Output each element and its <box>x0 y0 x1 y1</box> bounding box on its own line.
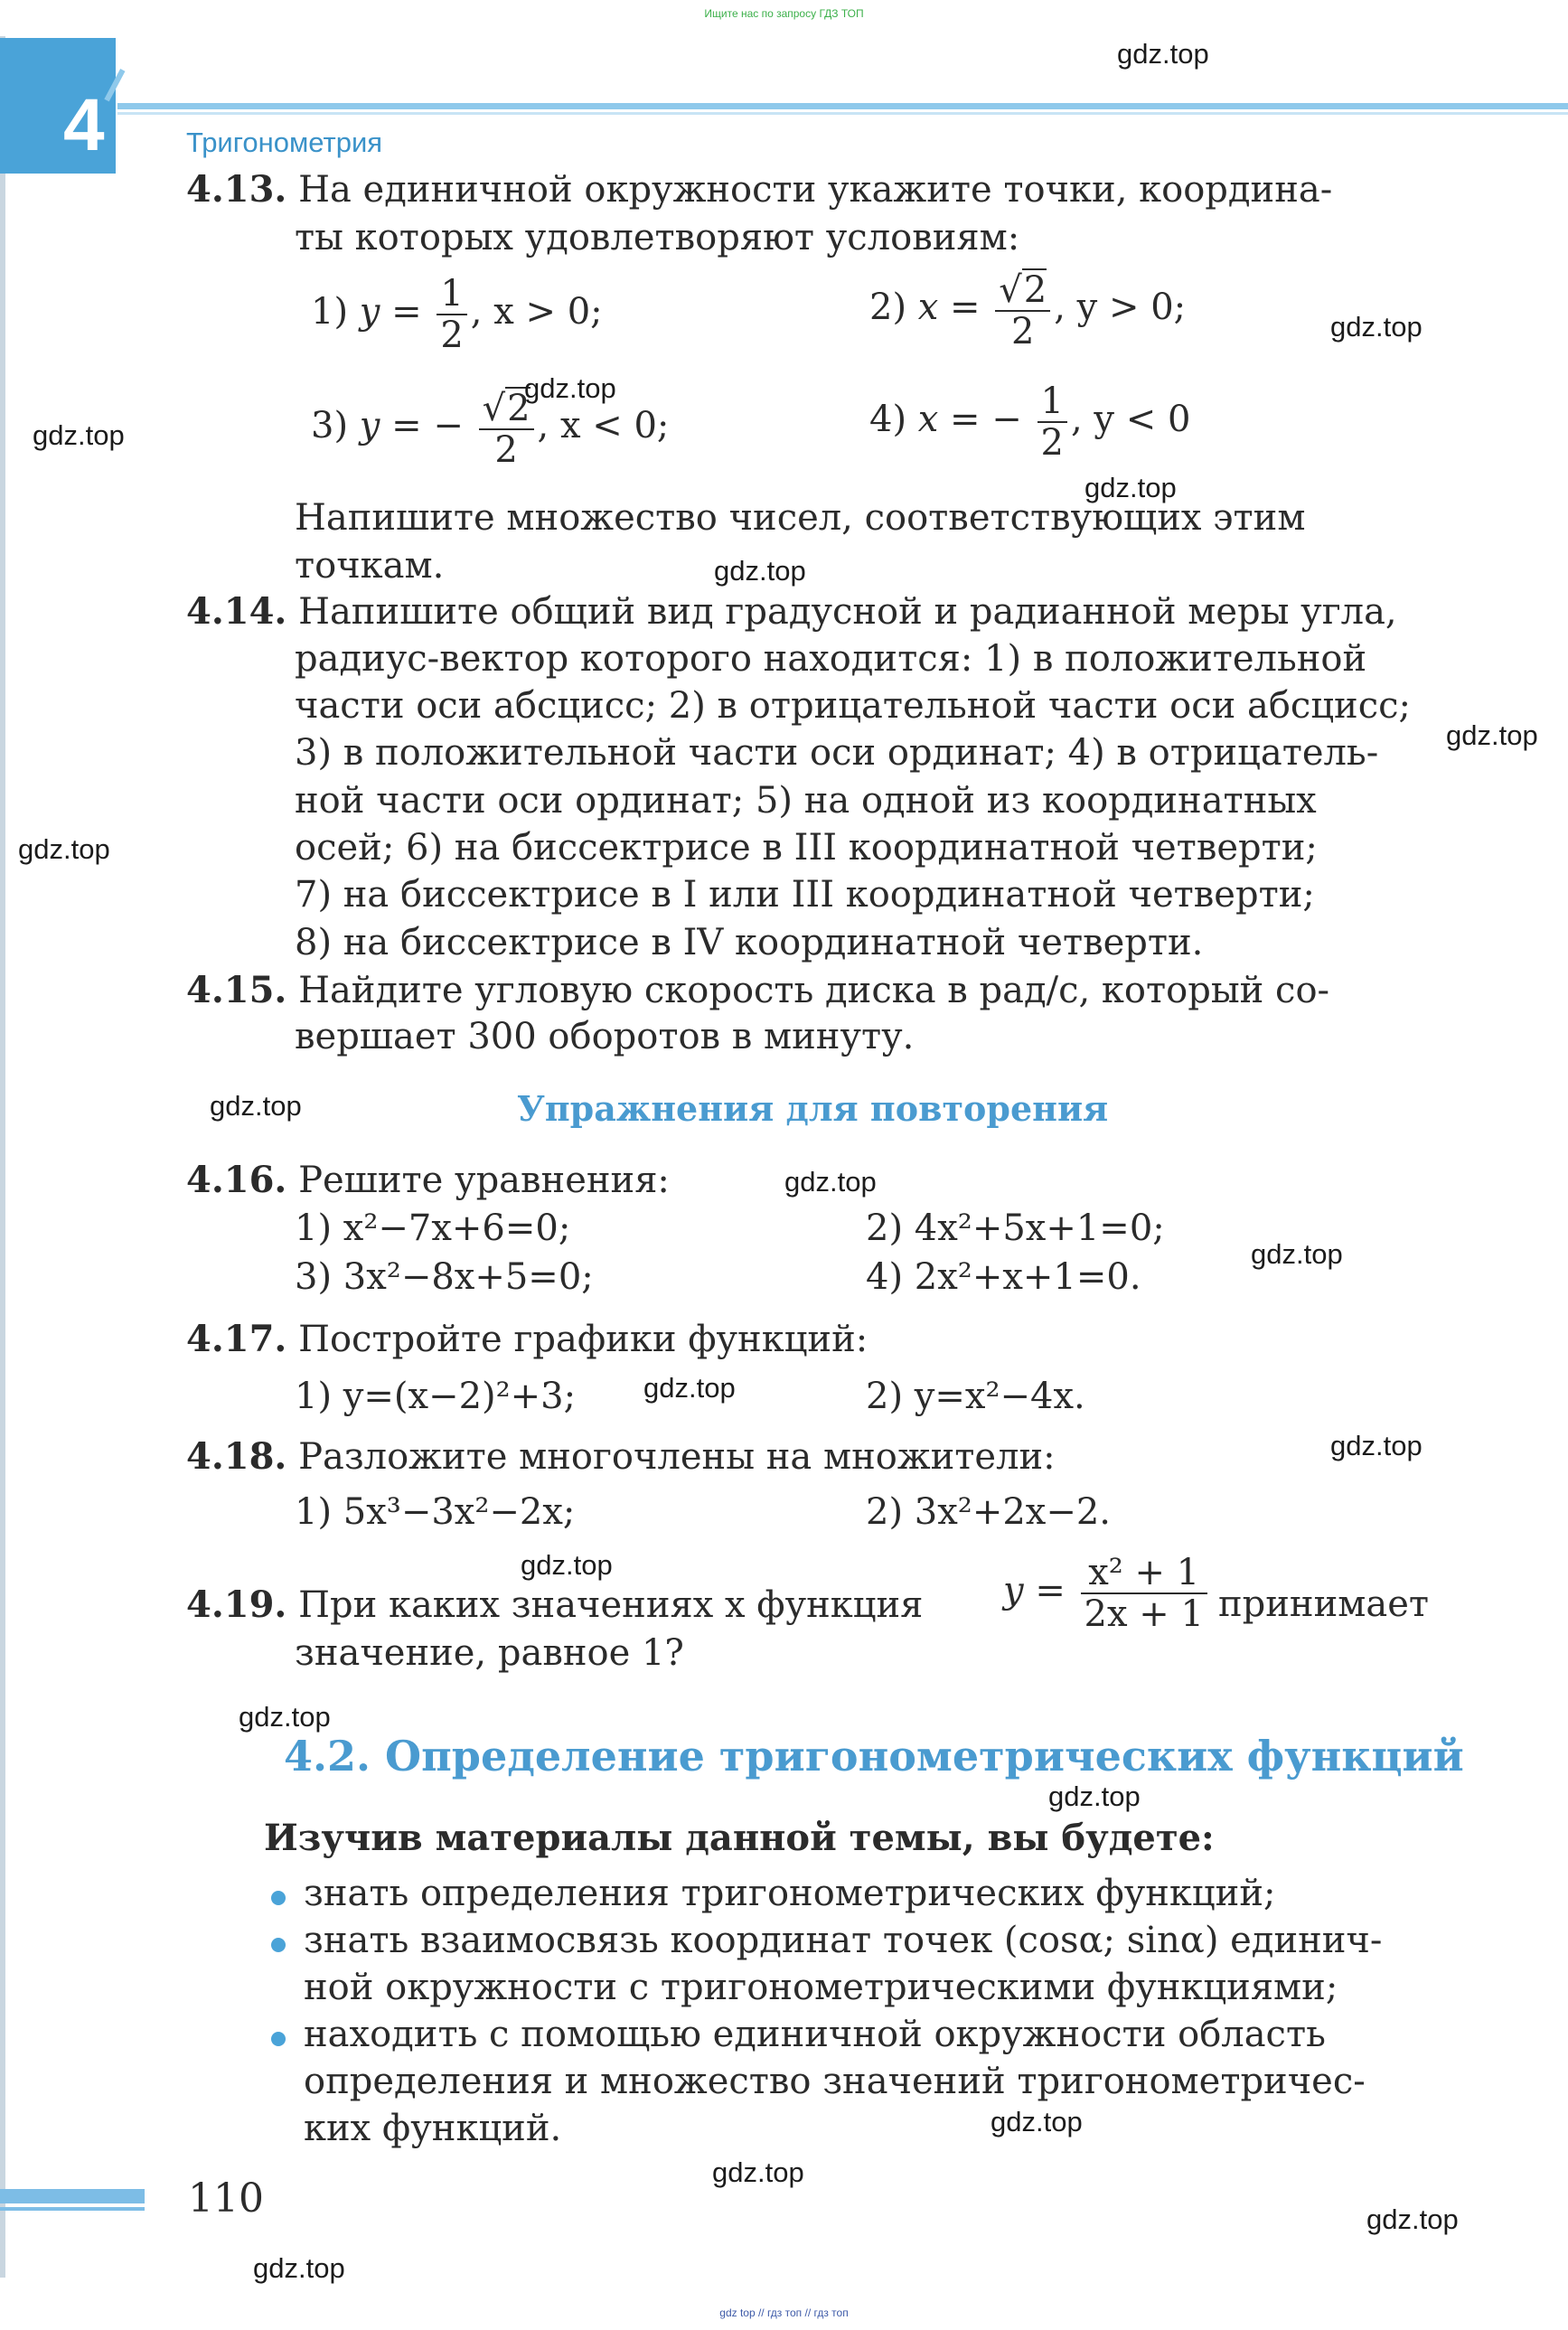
ex-4-14-line3: части оси абсцисс; 2) в отрицательной части оси абсцисс; <box>295 685 1411 727</box>
watermark: gdz.top <box>521 1549 613 1581</box>
ex-4-14-line8: 8) на биссектрисе в IV координатной четверти. <box>295 922 1204 963</box>
review-heading: Упражнения для повторения <box>517 1088 1109 1129</box>
goal-3-line2: определения и множество значений тригонометричес- <box>304 2061 1366 2102</box>
watermark: gdz.top <box>1330 1430 1422 1461</box>
ex-4-13-item2 <box>869 268 1186 352</box>
watermark: gdz.top <box>1446 719 1538 751</box>
ex-4-19-line2: значение, равное 1? <box>295 1632 684 1674</box>
ex-4-13-line1 <box>186 168 1332 211</box>
ex-4-19-line1 <box>186 1583 923 1626</box>
ex-4-14-number: 4.14. <box>186 590 287 633</box>
ex-4-17-text: Постройте графики функций: <box>298 1319 869 1360</box>
header-rule <box>117 103 1568 109</box>
ex-4-18-item1: 1) 5x³−3x²−2x; <box>295 1491 576 1533</box>
ex-4-16-item3: 3) 3x²−8x+5=0; <box>295 1256 594 1298</box>
item4-label: 4) <box>869 399 907 440</box>
watermark: gdz.top <box>712 2156 804 2188</box>
ex-4-14-text1: Напишите общий вид градусной и радианной меры угла, <box>298 591 1397 633</box>
ex-4-13-text1: На единичной окружности укажите точки, координа- <box>298 169 1333 211</box>
ex-4-16-item4: 4) 2x²+x+1=0. <box>866 1256 1141 1298</box>
ex-4-18-item2: 2) 3x²+2x−2. <box>866 1491 1112 1533</box>
ex-4-16-line1 <box>186 1159 670 1201</box>
ex-4-13-item1 <box>311 274 603 355</box>
ex-4-17-line1 <box>186 1318 868 1360</box>
ex-4-17-item1: 1) y=(x−2)²+3; <box>295 1376 577 1417</box>
ex-4-14-line7: 7) на биссектрисе в I или III координатной четверти; <box>295 874 1315 916</box>
goals-intro: Изучив материалы данной темы, вы будете: <box>264 1817 1215 1859</box>
ex-4-15-line1 <box>186 969 1329 1011</box>
ex-4-18-number: 4.18. <box>186 1435 287 1478</box>
goal-3-line1: находить с помощью единичной окружности область <box>304 2014 1326 2055</box>
formula-y: y = <box>1003 1570 1066 1611</box>
ex-4-18-line1 <box>186 1435 1056 1478</box>
goal-1: знать определения тригонометрических функций; <box>304 1873 1276 1914</box>
ex-4-13-line4: точкам. <box>295 545 445 587</box>
item1-fraction <box>437 274 466 355</box>
watermark: gdz.top <box>784 1166 877 1198</box>
ex-4-19-number: 4.19. <box>186 1583 287 1626</box>
item1-label: 1) <box>311 291 349 333</box>
item3-var: y = − <box>359 405 464 446</box>
ex-4-13-number: 4.13. <box>186 168 287 211</box>
ex-4-17-number: 4.17. <box>186 1318 287 1360</box>
item2-label: 2) <box>869 287 907 328</box>
ex-4-15-text1: Найдите угловую скорость диска в рад/с, который со- <box>298 970 1330 1011</box>
item3-den: 2 <box>494 429 518 471</box>
ex-4-19-tail: принимает <box>1218 1583 1430 1625</box>
page-edge <box>0 36 5 2278</box>
item2-var: x = <box>917 287 981 328</box>
watermark: gdz.top <box>1117 38 1209 70</box>
item2-fraction: $\frac{√2}{2}$ <box>995 268 1050 352</box>
item2-tail: , y > 0; <box>1054 287 1187 328</box>
footer-bar-thin <box>0 2207 145 2211</box>
ex-4-16-item2: 2) 4x²+5x+1=0; <box>866 1207 1165 1249</box>
goal-3-line3: ких функций. <box>304 2108 562 2149</box>
ex-4-16-item1: 1) x²−7x+6=0; <box>295 1207 571 1249</box>
watermark: gdz.top <box>991 2106 1083 2137</box>
top-note: Ищите нас по запросу ГДЗ ТОП <box>704 7 864 20</box>
formula-num: x² + 1 <box>1081 1553 1207 1594</box>
footer-bar <box>0 2189 145 2203</box>
page-number: 110 <box>188 2175 264 2222</box>
goal-2-line1: знать взаимосвязь координат точек (cosα; sinα) единич- <box>304 1920 1383 1961</box>
item1-tail: , x > 0; <box>470 291 603 333</box>
watermark: gdz.top <box>253 2252 345 2284</box>
item4-tail: , y < 0 <box>1070 399 1191 440</box>
watermark: gdz.top <box>643 1372 736 1404</box>
ex-4-14-line6: осей; 6) на биссектрисе в III координатной четверти; <box>295 827 1318 869</box>
item1-var: y = <box>359 291 422 333</box>
ex-4-15-line2: вершает 300 оборотов в минуту. <box>295 1016 915 1057</box>
watermark: gdz.top <box>1366 2203 1459 2235</box>
watermark: gdz.top <box>210 1090 302 1122</box>
item4-num: 1 <box>1038 381 1067 423</box>
ex-4-17-item2: 2) y=x²−4x. <box>866 1376 1085 1417</box>
item3-label: 3) <box>311 405 349 446</box>
ex-4-16-text: Решите уравнения: <box>298 1160 670 1201</box>
watermark: gdz.top <box>1330 311 1422 343</box>
goal-2-line2: ной окружности с тригонометрическими функциями; <box>304 1967 1338 2008</box>
item4-den: 2 <box>1040 422 1064 464</box>
ex-4-19-formula <box>1003 1553 1211 1634</box>
bullet-icon <box>271 1891 286 1905</box>
item3-num: 2 <box>507 388 530 429</box>
watermark: gdz.top <box>1251 1238 1343 1270</box>
ex-4-13-item4 <box>869 381 1190 463</box>
chapter-subject: Тригонометрия <box>186 127 383 158</box>
ex-4-15-number: 4.15. <box>186 969 287 1011</box>
ex-4-14-line1 <box>186 590 1397 633</box>
ex-4-14-line4: 3) в положительной части оси ординат; 4) в отрицатель- <box>295 732 1379 774</box>
watermark: gdz.top <box>33 419 125 451</box>
ex-4-14-line2: радиус-вектор которого находится: 1) в положительной <box>295 638 1367 680</box>
item2-num: 2 <box>1023 269 1047 311</box>
header-rule-thin <box>117 112 1568 115</box>
watermark: gdz.top <box>524 372 616 404</box>
item2-den: 2 <box>1011 311 1035 352</box>
watermark: gdz.top <box>18 833 110 865</box>
formula-fraction <box>1081 1553 1207 1634</box>
formula-den: 2x + 1 <box>1084 1593 1204 1635</box>
ex-4-14-line5: ной части оси ординат; 5) на одной из координатных <box>295 780 1317 822</box>
ex-4-13-line3: Напишите множество чисел, соответствующих этим <box>295 497 1306 539</box>
item4-fraction <box>1038 381 1067 463</box>
ex-4-13-line2: ты которых удовлетворяют условиям: <box>295 217 1020 258</box>
ex-4-16-number: 4.16. <box>186 1159 287 1201</box>
section-heading: 4.2. Определение тригонометрических функций <box>284 1732 1464 1780</box>
watermark: gdz.top <box>1048 1780 1141 1812</box>
item1-den: 2 <box>440 315 464 356</box>
ex-4-19-text: При каких значениях x функция <box>298 1584 924 1626</box>
item3-tail: , x < 0; <box>537 405 670 446</box>
bullet-icon <box>271 1938 286 1952</box>
watermark: gdz.top <box>714 555 806 587</box>
item3-fraction: $\frac{√2}{2}$ <box>479 387 534 470</box>
chapter-number: 4 <box>63 84 105 166</box>
item4-var: x = − <box>917 399 1022 440</box>
ex-4-18-text: Разложите многочлены на множители: <box>298 1436 1056 1478</box>
bullet-icon <box>271 2032 286 2046</box>
item1-num: 1 <box>437 274 466 315</box>
bottom-note: gdz top // гдз топ // гдз топ <box>719 2307 849 2319</box>
watermark: gdz.top <box>1084 472 1177 503</box>
watermark: gdz.top <box>239 1701 331 1733</box>
